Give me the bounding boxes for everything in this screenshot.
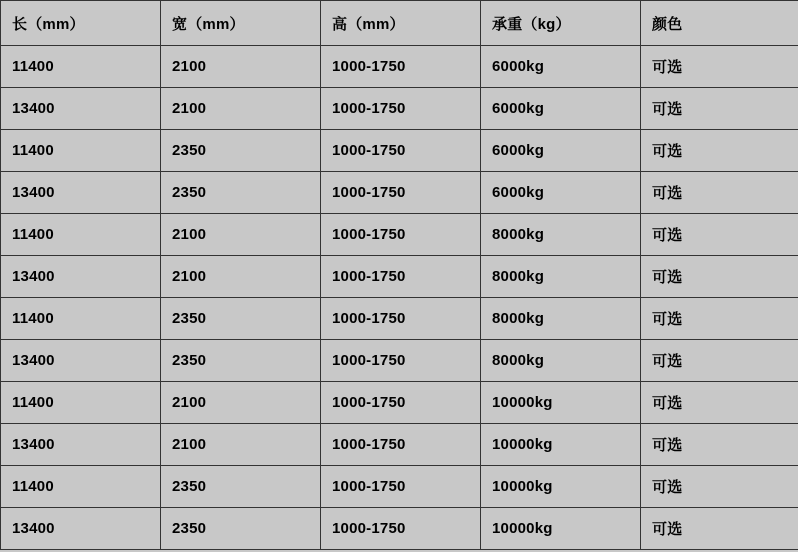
cell-color: 可选	[641, 382, 798, 424]
cell-color: 可选	[641, 214, 798, 256]
cell-length: 13400	[1, 424, 161, 466]
cell-width: 2350	[161, 172, 321, 214]
table-row	[1, 172, 798, 214]
cell-height: 1000-1750	[321, 424, 481, 466]
cell-height: 1000-1750	[321, 214, 481, 256]
table-row	[1, 46, 798, 88]
cell-height: 1000-1750	[321, 256, 481, 298]
cell-color: 可选	[641, 172, 798, 214]
cell-load-capacity: 10000kg	[481, 508, 641, 550]
cell-load-capacity: 8000kg	[481, 256, 641, 298]
cell-length: 11400	[1, 214, 161, 256]
cell-length: 11400	[1, 466, 161, 508]
cell-height: 1000-1750	[321, 88, 481, 130]
cell-load-capacity: 10000kg	[481, 466, 641, 508]
cell-height: 1000-1750	[321, 46, 481, 88]
cell-color: 可选	[641, 46, 798, 88]
column-header-height: 高（mm）	[321, 1, 481, 46]
cell-width: 2350	[161, 298, 321, 340]
cell-load-capacity: 8000kg	[481, 298, 641, 340]
table-row	[1, 340, 798, 382]
cell-height: 1000-1750	[321, 382, 481, 424]
cell-color: 可选	[641, 256, 798, 298]
cell-load-capacity: 10000kg	[481, 382, 641, 424]
cell-length: 13400	[1, 340, 161, 382]
cell-width: 2100	[161, 382, 321, 424]
cell-color: 可选	[641, 130, 798, 172]
cell-length: 11400	[1, 130, 161, 172]
cell-color: 可选	[641, 466, 798, 508]
column-header-length: 长（mm）	[1, 1, 161, 46]
cell-load-capacity: 6000kg	[481, 130, 641, 172]
cell-height: 1000-1750	[321, 466, 481, 508]
table-row	[1, 88, 798, 130]
cell-height: 1000-1750	[321, 172, 481, 214]
cell-length: 11400	[1, 298, 161, 340]
cell-color: 可选	[641, 298, 798, 340]
table-header-row	[1, 1, 798, 46]
table-row	[1, 256, 798, 298]
cell-load-capacity: 8000kg	[481, 214, 641, 256]
table-header	[1, 1, 798, 46]
table-body	[1, 46, 798, 550]
cell-length: 13400	[1, 256, 161, 298]
table-row	[1, 298, 798, 340]
table-row	[1, 130, 798, 172]
cell-width: 2350	[161, 130, 321, 172]
cell-height: 1000-1750	[321, 130, 481, 172]
column-header-load-capacity: 承重（kg）	[481, 1, 641, 46]
column-header-color: 颜色	[641, 1, 798, 46]
cell-height: 1000-1750	[321, 340, 481, 382]
cell-load-capacity: 6000kg	[481, 172, 641, 214]
column-header-width: 宽（mm）	[161, 1, 321, 46]
cell-length: 11400	[1, 382, 161, 424]
cell-load-capacity: 6000kg	[481, 88, 641, 130]
cell-width: 2100	[161, 46, 321, 88]
cell-width: 2350	[161, 508, 321, 550]
cell-width: 2350	[161, 466, 321, 508]
table-row	[1, 466, 798, 508]
cell-load-capacity: 6000kg	[481, 46, 641, 88]
cell-color: 可选	[641, 508, 798, 550]
cell-length: 11400	[1, 46, 161, 88]
cell-load-capacity: 10000kg	[481, 424, 641, 466]
table-row	[1, 214, 798, 256]
cell-length: 13400	[1, 508, 161, 550]
cell-color: 可选	[641, 424, 798, 466]
table-row	[1, 382, 798, 424]
cell-width: 2100	[161, 256, 321, 298]
cell-load-capacity: 8000kg	[481, 340, 641, 382]
cell-color: 可选	[641, 340, 798, 382]
cell-width: 2100	[161, 424, 321, 466]
cell-height: 1000-1750	[321, 508, 481, 550]
cell-width: 2350	[161, 340, 321, 382]
cell-color: 可选	[641, 88, 798, 130]
table-row	[1, 508, 798, 550]
cell-length: 13400	[1, 172, 161, 214]
cell-width: 2100	[161, 214, 321, 256]
cell-width: 2100	[161, 88, 321, 130]
cell-height: 1000-1750	[321, 298, 481, 340]
table-row	[1, 424, 798, 466]
cell-length: 13400	[1, 88, 161, 130]
